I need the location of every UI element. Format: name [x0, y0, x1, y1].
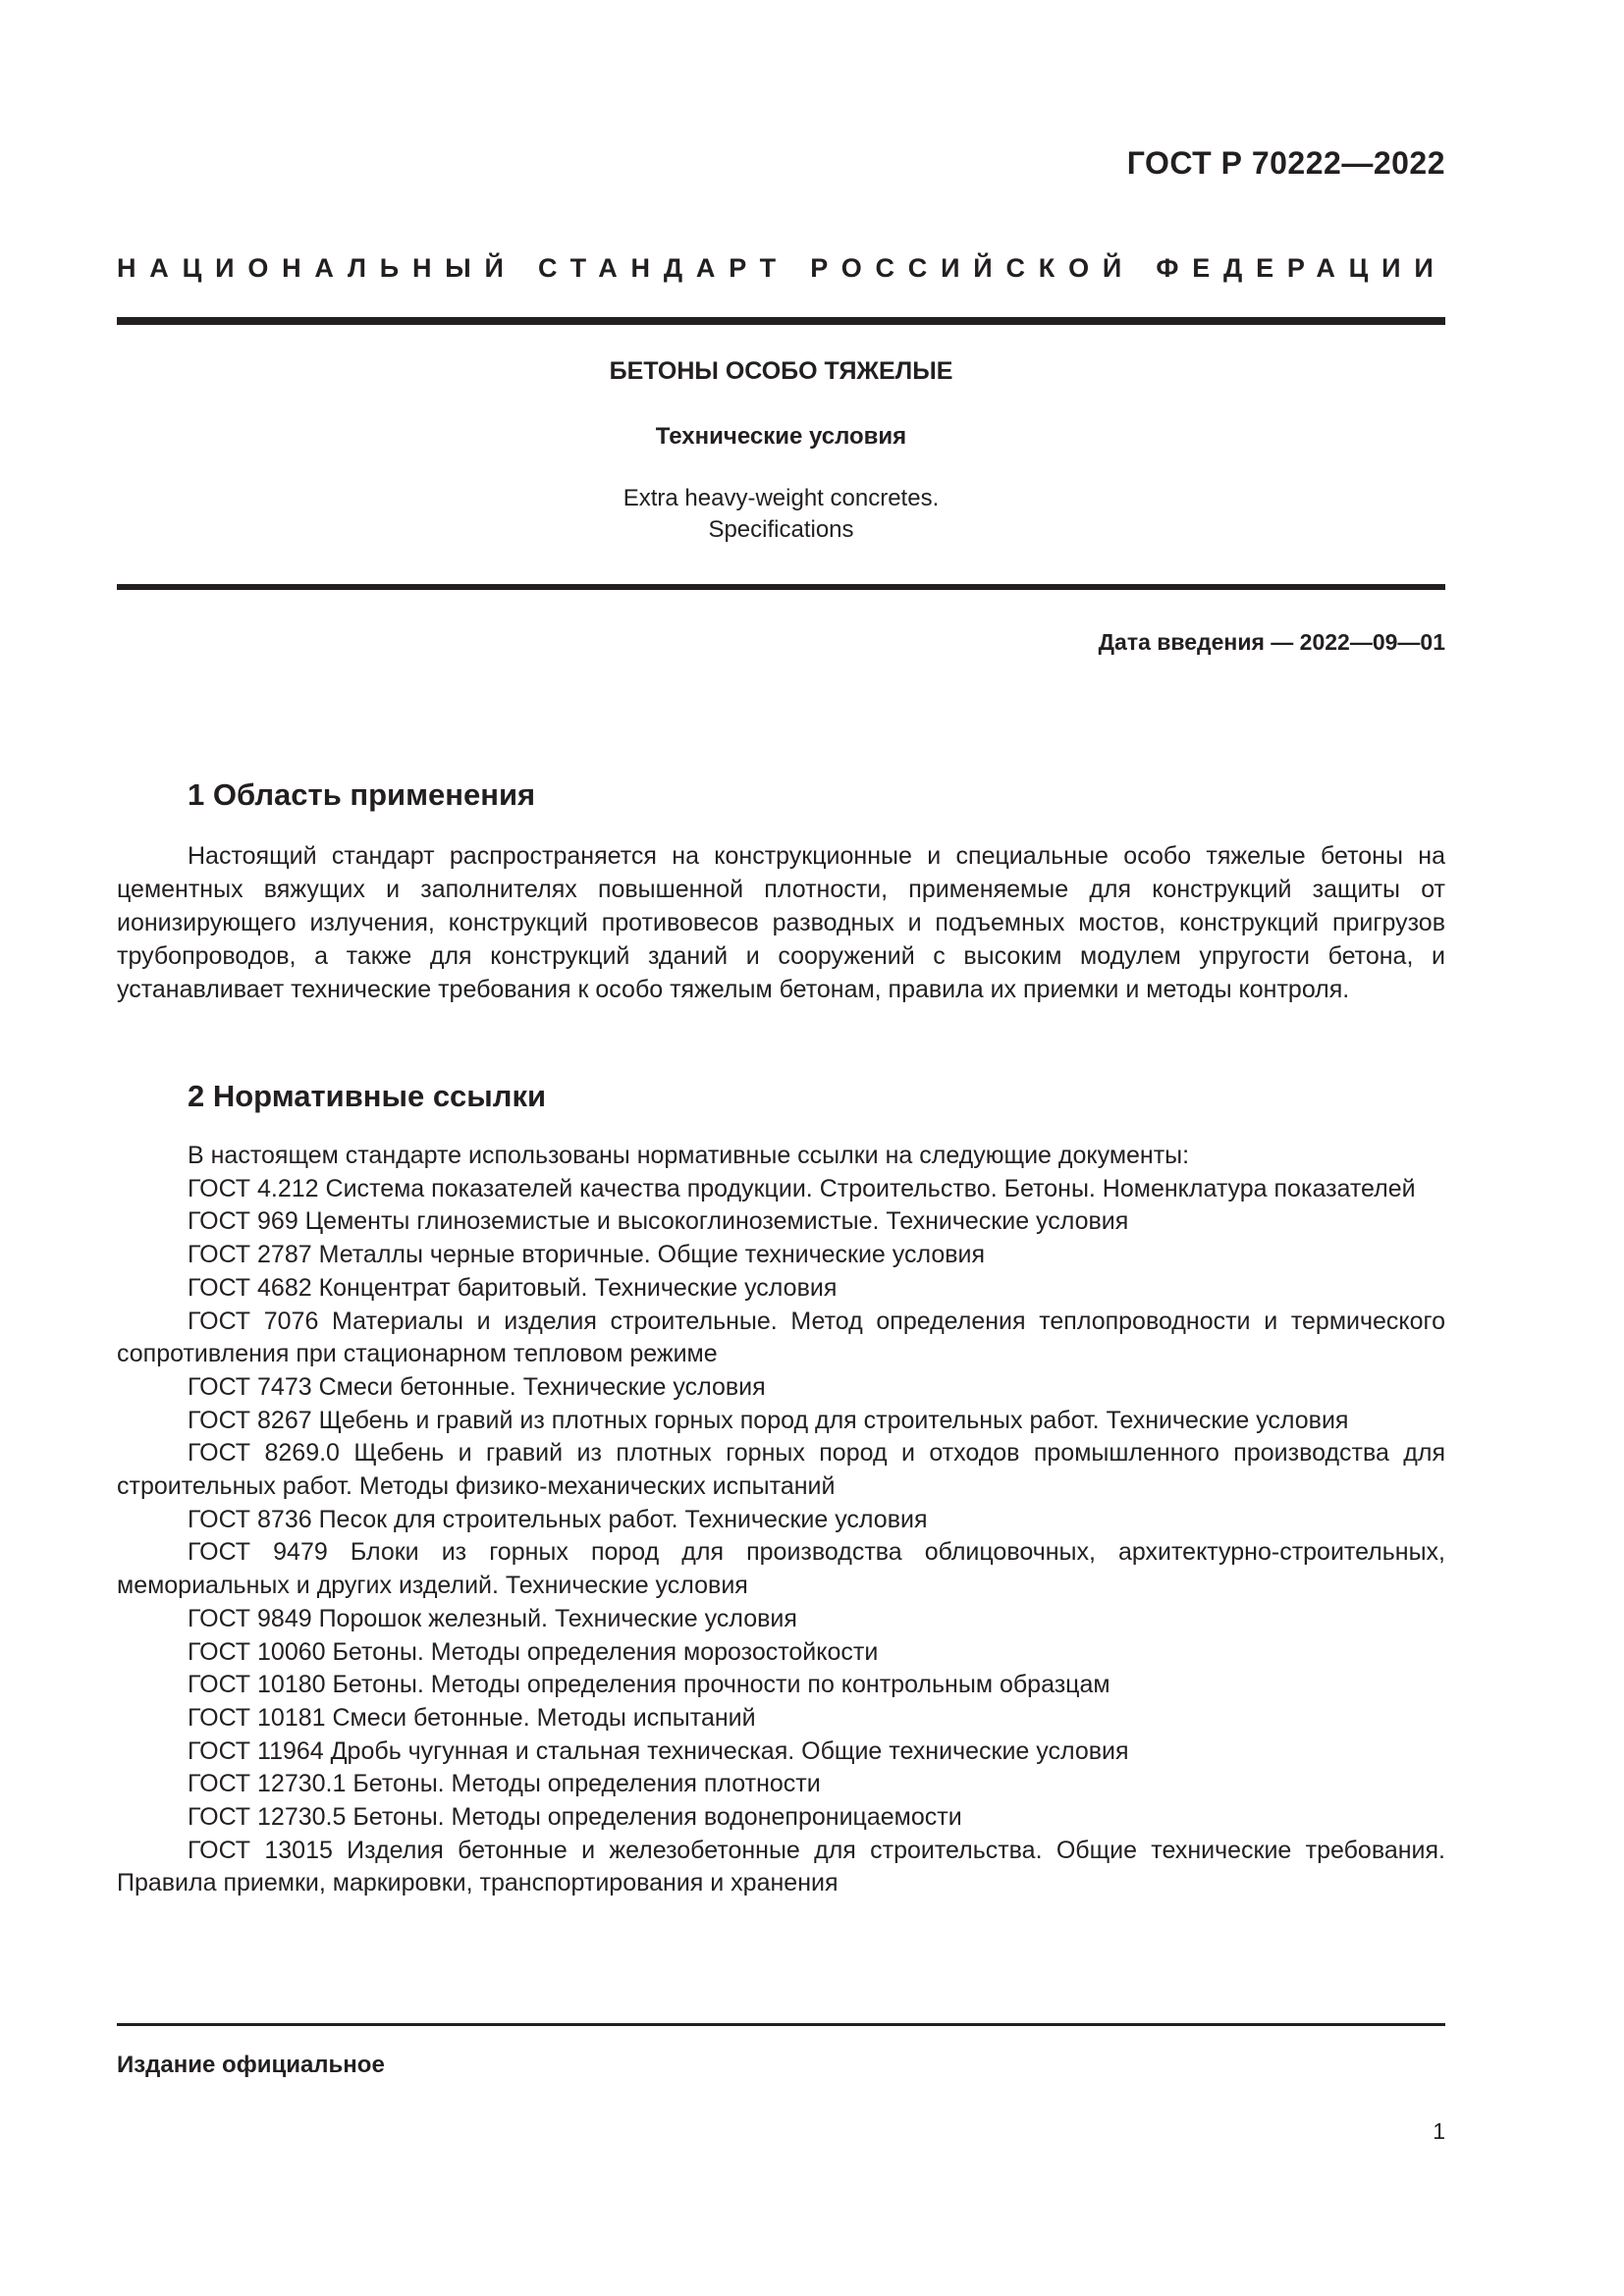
document-page [117, 0, 1445, 2296]
reference-item: ГОСТ 8269.0 Щебень и гравий из плотных горных пород и отходов промышленного производства для строительных работ. Методы физико-механических испытаний [117, 1439, 1445, 1501]
standard-title: БЕТОНЫ ОСОБО ТЯЖЕЛЫЕ [609, 357, 953, 385]
reference-item: ГОСТ 7076 Материалы и изделия строительные. Метод определения теплопроводности и термического сопротивления при стационарном тепловом режиме [117, 1307, 1445, 1368]
page-number: 1 [1433, 2118, 1445, 2144]
reference-item: ГОСТ 10060 Бетоны. Методы определения морозостойкости [188, 1637, 879, 1666]
reference-item: В настоящем стандарте использованы нормативные ссылки на следующие документы: [188, 1142, 1190, 1169]
reference-item: ГОСТ 10180 Бетоны. Методы определения прочности по контрольным образцам [188, 1671, 1110, 1699]
reference-item: ГОСТ 12730.1 Бетоны. Методы определения плотности [188, 1770, 821, 1798]
reference-item: ГОСТ 4.212 Система показателей качества продукции. Строительство. Бетоны. Номенклатура показателей [188, 1174, 1416, 1202]
reference-item: ГОСТ 8267 Щебень и гравий из плотных горных пород для строительных работ. Технические условия [188, 1406, 1349, 1434]
reference-item: ГОСТ 9479 Блоки из горных пород для производства облицовочных, архитектурно-строительных, мемориальных и других изделий. Технические условия [117, 1538, 1445, 1600]
top-divider [117, 317, 1445, 325]
reference-item: ГОСТ 10181 Смеси бетонные. Методы испытаний [188, 1703, 756, 1732]
reference-item: ГОСТ 13015 Изделия бетонные и железобетонные для строительства. Общие технические требования. Правила приемки, маркировки, транспортирования и хранения [117, 1836, 1445, 1897]
section-1-heading: 1 Область применения [188, 777, 536, 812]
official-edition-label: Издание официальное [117, 2052, 385, 2078]
section-2-heading: 2 Нормативные ссылки [188, 1079, 547, 1113]
reference-item: ГОСТ 969 Цементы глиноземистые и высокоглиноземистые. Технические условия [188, 1207, 1129, 1236]
normative-references-list [117, 1140, 1445, 1900]
document-number: ГОСТ Р 70222—2022 [1126, 145, 1445, 181]
reference-item: ГОСТ 4682 Концентрат баритовый. Технические условия [188, 1273, 838, 1302]
reference-item: ГОСТ 9849 Порошок железный. Технические условия [188, 1604, 797, 1632]
english-title-line-2: Specifications [708, 516, 854, 543]
section-1-text: Настоящий стандарт распространяется на конструкционные и специальные особо тяжелые бетоны на цементных вяжущих и заполнителях повышенной плотности, применяемые для конструкций защиты от ионизирующего излучения, конструкций противовесов разводных и подъемных мостов, конструкций пригрузов трубопроводов, а также для конструкций зданий и сооружений с высоким модулем упругости бетона, и устанавливает технические требования к особо тяжелым бетонам, правила их приемки и методы контроля. [117, 842, 1445, 1003]
reference-item: ГОСТ 8736 Песок для строительных работ. Технические условия [188, 1505, 928, 1533]
national-standard-title: НАЦИОНАЛЬНЫЙ СТАНДАРТ РОССИЙСКОЙ ФЕДЕРАЦИИ [117, 253, 1447, 283]
reference-item: ГОСТ 12730.5 Бетоны. Методы определения водонепроницаемости [188, 1803, 962, 1832]
title-divider [117, 584, 1445, 590]
introduction-date: Дата введения — 2022—09—01 [1098, 629, 1445, 655]
reference-item: ГОСТ 11964 Дробь чугунная и стальная техническая. Общие технические условия [188, 1736, 1129, 1765]
reference-item: ГОСТ 2787 Металлы черные вторичные. Общие технические условия [188, 1241, 986, 1269]
english-title [117, 483, 1445, 546]
footer-divider [117, 2023, 1445, 2026]
reference-item: ГОСТ 7473 Смеси бетонные. Технические условия [188, 1372, 766, 1401]
english-title-line-1: Extra heavy-weight concretes. [623, 485, 940, 511]
standard-subtitle: Технические условия [655, 423, 907, 450]
